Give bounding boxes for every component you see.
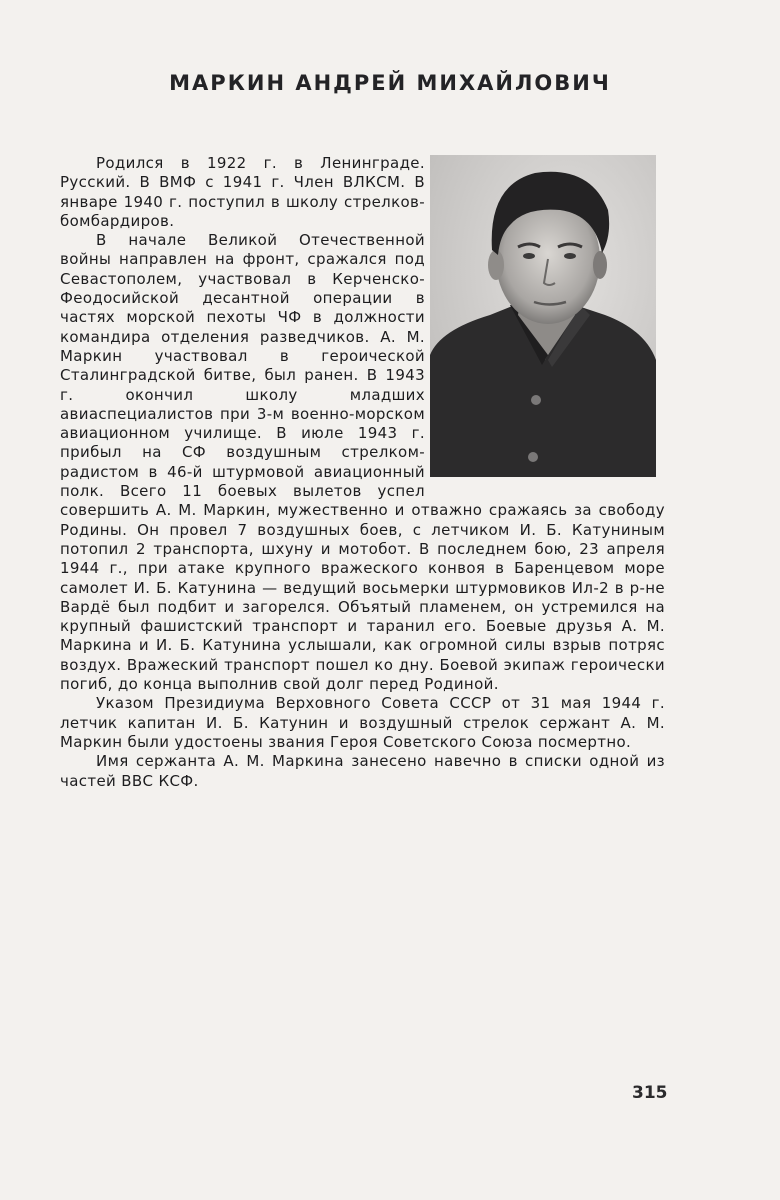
paragraph-birth: Родился в 1922 г. в Ленинграде. Русский. В ВМФ с 1941 г. Член ВЛКСМ. В январе 1940 г. поступил в школу стрелков-бомбардиров. (60, 154, 425, 230)
paragraph-memory: Имя сержанта А. М. Маркина занесено навечно в списки одной из частей ВВС КСФ. (60, 752, 665, 790)
paragraph-award: Указом Президиума Верховного Совета СССР от 31 мая 1944 г. летчик капитан И. Б. Катунин и воздушный стрелок сержант А. М. Маркин были удостоены звания Героя Советского Союза посмертно. (60, 694, 665, 751)
page-title: МАРКИН АНДРЕЙ МИХАЙЛОВИЧ (169, 71, 611, 95)
biography-text (60, 154, 665, 791)
page-number: 315 (632, 1083, 668, 1103)
paragraph-war-service: В начале Великой Отечественной войны направлен на фронт, сражался под Севастополем, участвовал в Керченско-Феодосийской десантной операции в частях морской пехоты ЧФ в должности командира отделения разведчиков. А. М. Маркин участвовал в героической Сталинградской битве, был ранен. В 1943 г. окончил школу младших авиаспециалистов при 3-м военно-морском авиационном училище. В июле 1943 г. прибыл на СФ воздушным стрелком-радистом в 46-й штурмовой авиационный полк. Всего 11 боевых вылетов успел совершить А. М. Маркин, мужественно и отважно сражаясь за свободу Родины. Он провел 7 воздушных боев, с летчиком И. Б. Катуниным потопил 2 транспорта, шхуну и мотобот. В последнем бою, 23 апреля 1944 г., при атаке крупного вражеского конвоя в Баренцевом море самолет И. Б. Катунина — ведущий восьмерки штурмовиков Ил-2 в р-не Вардё был подбит и загорелся. Объятый пламенем, он устремился на крупный фашистский транспорт и таранил его. Боевые друзья А. М. Маркина и И. Б. Катунина услышали, как огромной силы взрыв потряс воздух. Вражеский транспорт пошел ко дну. Боевой экипаж героически погиб, до конца выполнив свой долг перед Родиной. (60, 231, 665, 694)
